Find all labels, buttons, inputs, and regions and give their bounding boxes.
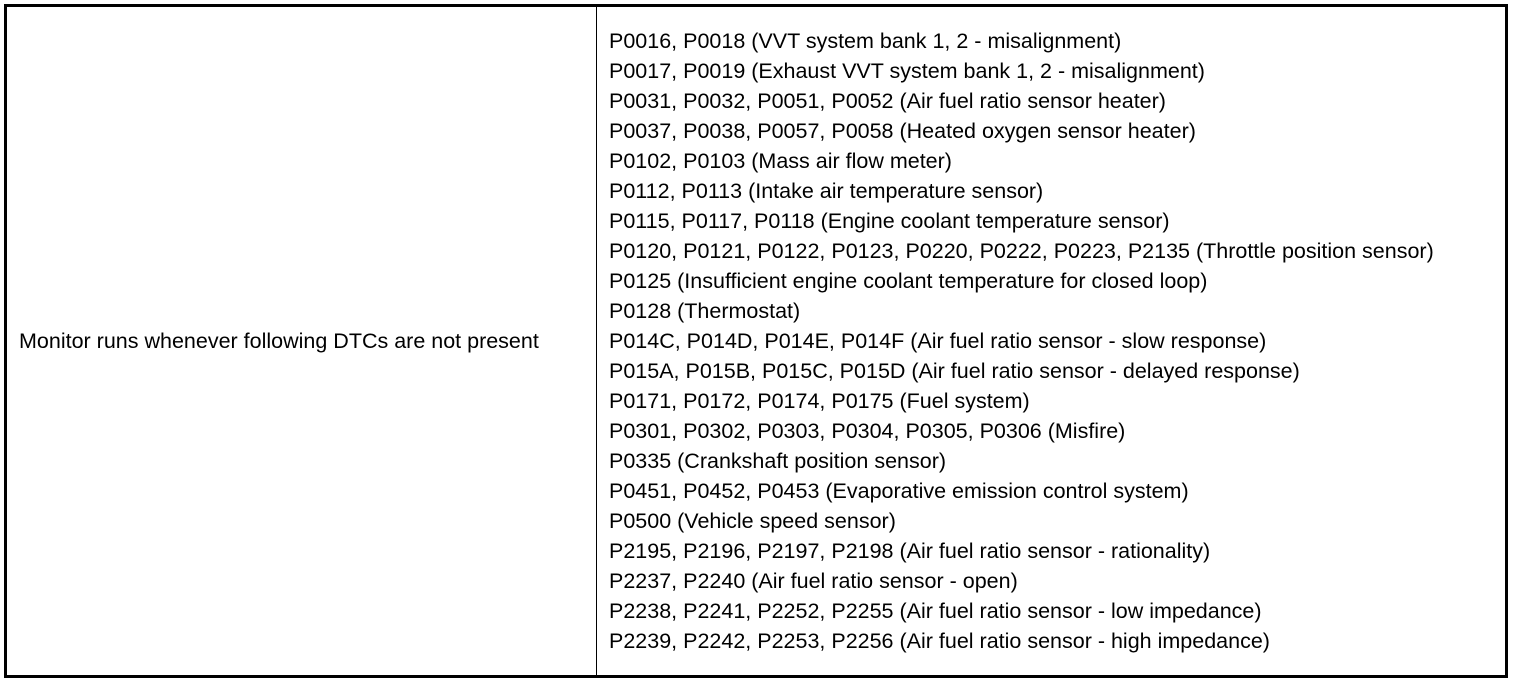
list-item: P2195, P2196, P2197, P2198 (Air fuel ratio sensor - rationality) (609, 539, 1211, 563)
list-item: P0031, P0032, P0051, P0052 (Air fuel ratio sensor heater) (609, 89, 1166, 113)
list-item: P0017, P0019 (Exhaust VVT system bank 1, 2 - misalignment) (609, 59, 1205, 83)
list-item: P0335 (Crankshaft position sensor) (609, 449, 947, 473)
list-item: P0115, P0117, P0118 (Engine coolant temperature sensor) (609, 209, 1170, 233)
list-item: P2238, P2241, P2252, P2255 (Air fuel ratio sensor - low impedance) (609, 599, 1262, 623)
list-item: P0125 (Insufficient engine coolant temperature for closed loop) (609, 269, 1208, 293)
list-item: P0451, P0452, P0453 (Evaporative emission control system) (609, 479, 1189, 503)
list-item: P2237, P2240 (Air fuel ratio sensor - open) (609, 569, 1018, 593)
list-item: P015A, P015B, P015C, P015D (Air fuel ratio sensor - delayed response) (609, 359, 1300, 383)
list-item: P0120, P0121, P0122, P0123, P0220, P0222, P0223, P2135 (Throttle position sensor) (609, 239, 1434, 263)
condition-cell (6, 6, 597, 677)
list-item: P0037, P0038, P0057, P0058 (Heated oxygen sensor heater) (609, 119, 1196, 143)
list-item: P0102, P0103 (Mass air flow meter) (609, 149, 952, 173)
list-item: P0112, P0113 (Intake air temperature sensor) (609, 179, 1044, 203)
dtc-list (603, 24, 1505, 658)
list-item: P0171, P0172, P0174, P0175 (Fuel system) (609, 389, 1030, 413)
list-item: P0128 (Thermostat) (609, 299, 801, 323)
list-item: P0301, P0302, P0303, P0304, P0305, P0306 (Misfire) (609, 419, 1126, 443)
table-row (6, 6, 1507, 677)
list-item: P0016, P0018 (VVT system bank 1, 2 - misalignment) (609, 29, 1122, 53)
dtc-condition-table (4, 4, 1508, 678)
list-item: P0500 (Vehicle speed sensor) (609, 509, 896, 533)
condition-text: Monitor runs whenever following DTCs are not present (19, 329, 539, 353)
list-item: P2239, P2242, P2253, P2256 (Air fuel ratio sensor - high impedance) (609, 629, 1270, 653)
dtc-list-cell (597, 6, 1507, 677)
list-item: P014C, P014D, P014E, P014F (Air fuel ratio sensor - slow response) (609, 329, 1267, 353)
